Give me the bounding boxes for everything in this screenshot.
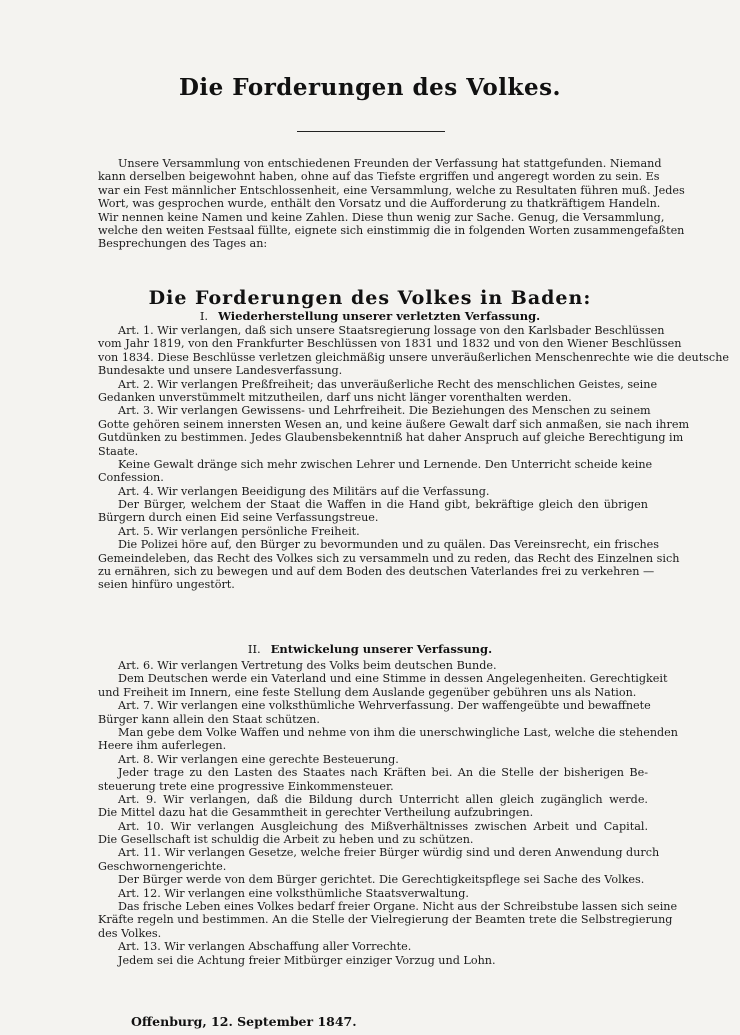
text-line: Staate. xyxy=(98,444,139,458)
main-heading: Die Forderungen des Volkes in Baden: xyxy=(148,287,592,309)
title-divider xyxy=(297,131,445,132)
text-line: Der Bürger werde von dem Bürger gerichtet. Die Gerechtigkeitspflege sei Sache des Volkes. xyxy=(118,873,645,887)
text-line: Unsere Versammlung von entschiedenen Freunden der Verfassung hat stattgefunden. Niemand xyxy=(118,157,662,170)
text-line: Gutdünken zu bestimmen. Jedes Glaubensbekenntniß hat daher Anspruch auf gleiche Berechtigung im xyxy=(98,431,684,445)
text-line: Bürger kann allein den Staat schützen. xyxy=(98,712,320,726)
text-line: Art. 5. Wir verlangen persönliche Freiheit. xyxy=(118,524,360,538)
text-line: vom Jahr 1819, von den Frankfurter Beschlüssen von 1831 und 1832 und von den Wiener Beschlüssen xyxy=(98,337,682,351)
section-2-body xyxy=(98,659,679,967)
text-line: Gemeindeleben, das Recht des Volkes sich zu versammeln und zu reden, das Recht des Einzelnen sich xyxy=(98,551,680,565)
text-line: Das frische Leben eines Volkes bedarf freier Organe. Nicht aus der Schreibstube lassen sich seine xyxy=(118,900,678,914)
text-line: Gedanken unverstümmelt mitzutheilen, darf uns nicht länger vorenthalten werden. xyxy=(98,390,572,404)
section-1-number: I. xyxy=(199,309,209,323)
text-line: Die Polizei höre auf, den Bürger zu bevormunden und zu quälen. Das Vereinsrecht, ein frisches xyxy=(118,538,660,552)
section-2-number: II. xyxy=(247,642,261,656)
document-title: Die Forderungen des Volkes. xyxy=(178,74,562,101)
text-line: und Freiheit im Innern, eine feste Stellung dem Auslande gegenüber gebühren uns als Nation. xyxy=(98,685,637,699)
text-line: Art. 7. Wir verlangen eine volksthümliche Wehrverfassung. Der waffengeübte und bewaffnete xyxy=(118,699,651,713)
section-1-body xyxy=(98,324,730,592)
text-line: des Volkes. xyxy=(98,926,162,940)
text-line: Art. 6. Wir verlangen Vertretung des Volks beim deutschen Bunde. xyxy=(118,659,497,672)
text-line: welche den weiten Festsaal füllte, eignete sich einstimmig die in folgenden Worten zusammengefaßten xyxy=(98,223,685,237)
text-line: steuerung trete eine progressive Einkommensteuer. xyxy=(98,779,394,793)
text-line: war ein Fest männlicher Entschlossenheit, eine Versammlung, welche zu Resultaten führen muß. Jedes xyxy=(98,183,685,197)
text-line: Art. 8. Wir verlangen eine gerechte Besteuerung. xyxy=(118,752,399,766)
text-line: Jeder trage zu den Lasten des Staates nach Kräften bei. An die Stelle der bisherigen Be- xyxy=(118,766,648,780)
text-line: Der Bürger, welchem der Staat die Waffen in die Hand gibt, bekräftige gleich den übrigen xyxy=(118,498,648,512)
text-line: Besprechungen des Tages an: xyxy=(98,237,268,251)
text-line: von 1834. Diese Beschlüsse verletzen gleichmäßig unsere unveräußerlichen Menschenrechte wie die deutsche xyxy=(98,350,730,364)
text-line: Wort, was gesprochen wurde, enthält den Vorsatz und die Aufforderung zu thatkräftigem Handeln. xyxy=(98,197,661,211)
text-line: Gotte gehören seinem innersten Wesen an, und keine äußere Gewalt darf sich anmaßen, sie nach ihrem xyxy=(98,417,690,431)
text-line: Jedem sei die Achtung freier Mitbürger einziger Vorzug und Lohn. xyxy=(118,953,496,967)
text-line: Art. 2. Wir verlangen Preßfreiheit; das unveräußerliche Recht des menschlichen Geistes, seine xyxy=(118,377,658,391)
text-line: Heere ihm auferlegen. xyxy=(98,739,227,753)
text-line: seien hinfüro ungestört. xyxy=(98,578,235,592)
text-line: Kräfte regeln und bestimmen. An die Stelle der Vielregierung der Beamten trete die Selbstregierung xyxy=(98,913,673,927)
text-line: Bürgern durch einen Eid seine Verfassungstreue. xyxy=(98,511,379,525)
text-line: Wir nennen keine Namen und keine Zahlen. Diese thun wenig zur Sache. Genug, die Versammlung, xyxy=(98,210,665,224)
text-line: Art. 12. Wir verlangen eine volksthümliche Staatsverwaltung. xyxy=(118,886,469,900)
text-line: Geschwornengerichte. xyxy=(98,859,227,873)
dateline: Offenburg, 12. September 1847. xyxy=(131,1014,357,1029)
text-line: Bundesakte und unsere Landesverfassung. xyxy=(98,364,343,378)
intro-paragraph xyxy=(98,157,685,251)
text-line: Art. 4. Wir verlangen Beeidigung des Militärs auf die Verfassung. xyxy=(118,484,490,498)
text-line: Confession. xyxy=(98,471,164,485)
text-line: Art. 10. Wir verlangen Ausgleichung des Mißverhältnisses zwischen Arbeit und Capital. xyxy=(118,819,648,833)
text-line: Art. 9. Wir verlangen, daß die Bildung durch Unterricht allen gleich zugänglich werde. xyxy=(118,792,648,806)
section-1-title: Wiederherstellung unserer verletzten Verfassung. xyxy=(218,309,541,323)
text-line: Man gebe dem Volke Waffen und nehme von ihm die unerschwingliche Last, welche die stehenden xyxy=(118,725,679,739)
text-line: Dem Deutschen werde ein Vaterland und eine Stimme in dessen Angelegenheiten. Gerechtigkeit xyxy=(118,672,668,686)
text-line: Die Mittel dazu hat die Gesammtheit in gerechter Vertheilung aufzubringen. xyxy=(98,806,534,820)
section-2-heading xyxy=(0,642,740,656)
text-line: kann derselben beigewohnt haben, ohne auf das Tiefste ergriffen und angeregt worden zu sein. Es xyxy=(98,170,660,184)
section-1-heading xyxy=(0,309,740,323)
text-line: zu ernähren, sich zu bewegen und auf dem Boden des deutschen Vaterlandes frei zu verkehren — xyxy=(98,565,655,579)
text-line: Art. 11. Wir verlangen Gesetze, welche freier Bürger würdig sind und deren Anwendung durch xyxy=(118,846,660,860)
section-2-title: Entwickelung unserer Verfassung. xyxy=(270,642,493,656)
text-line: Keine Gewalt dränge sich mehr zwischen Lehrer und Lernende. Den Unterricht scheide keine xyxy=(118,457,653,471)
text-line: Art. 13. Wir verlangen Abschaffung aller Vorrechte. xyxy=(118,940,412,954)
text-line: Die Gesellschaft ist schuldig die Arbeit zu heben und zu schützen. xyxy=(98,833,474,847)
text-line: Art. 3. Wir verlangen Gewissens- und Lehrfreiheit. Die Beziehungen des Menschen zu seinem xyxy=(118,404,651,418)
text-line: Art. 1. Wir verlangen, daß sich unsere Staatsregierung lossage von den Karlsbader Beschlüssen xyxy=(118,324,665,337)
